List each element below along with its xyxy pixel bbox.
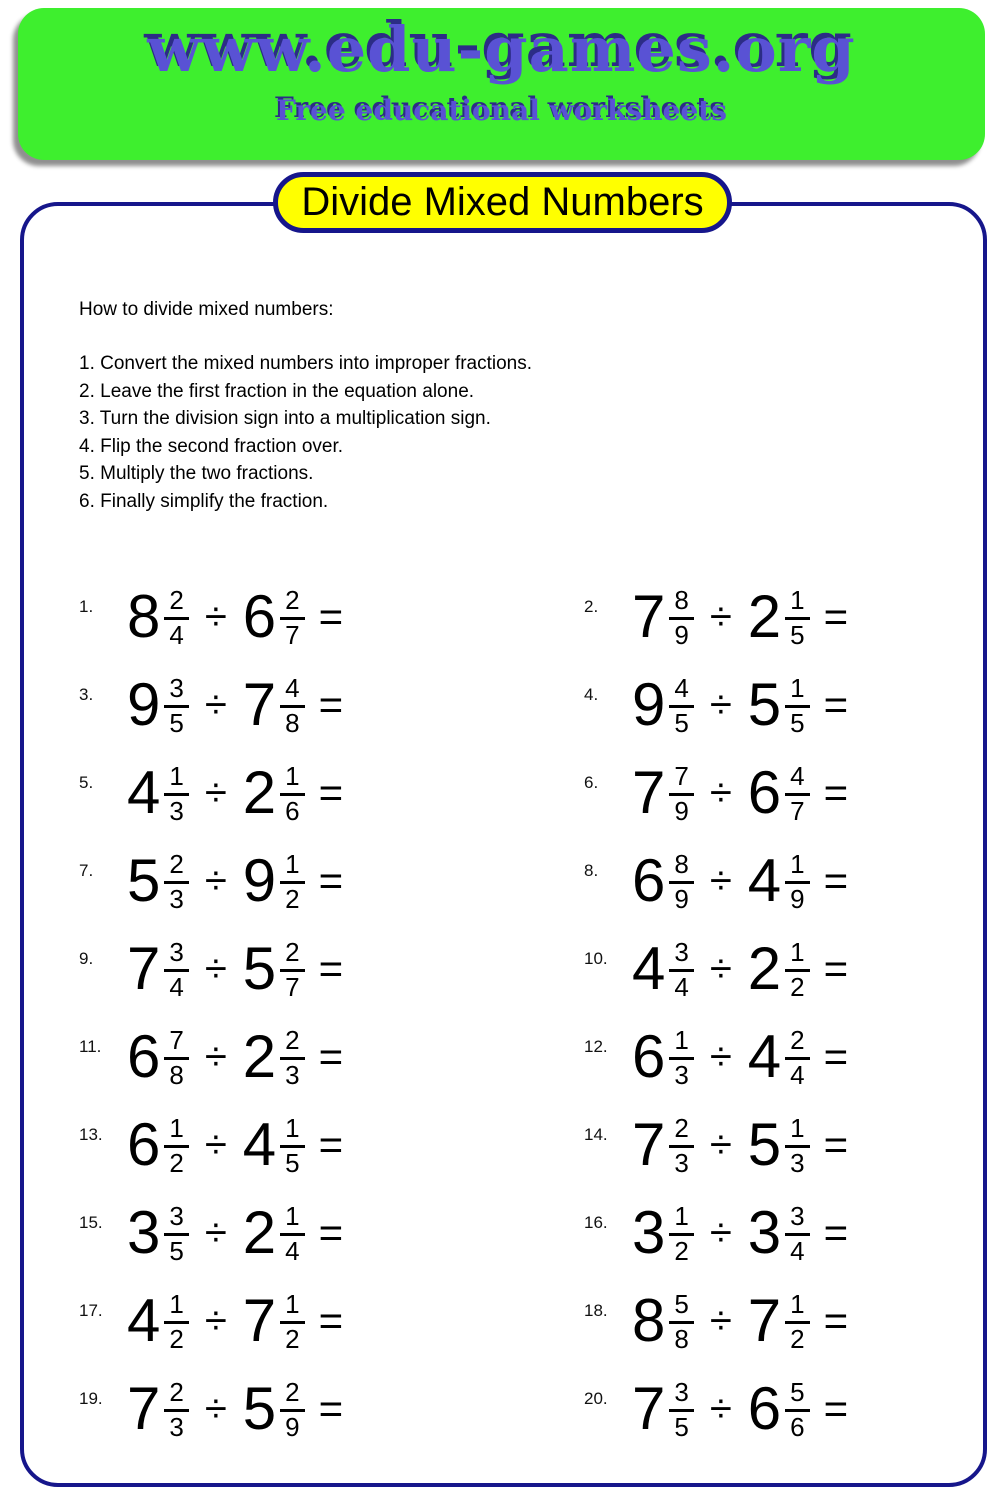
fraction [280,763,304,825]
mixed-number-divisor [242,1111,305,1178]
mixed-number-divisor [242,1287,305,1354]
denominator: 3 [169,883,184,914]
denominator: 5 [674,1411,689,1442]
mixed-number-dividend [632,583,694,650]
fraction [280,1291,304,1353]
divide-sign: ÷ [204,859,227,903]
mixed-number-divisor [747,1199,810,1266]
divide-sign: ÷ [204,771,227,815]
fraction [669,763,693,825]
mixed-number-divisor [242,671,305,738]
mixed-number-dividend [632,671,694,738]
numerator: 3 [164,675,188,707]
fraction [280,1379,304,1441]
problem-row [584,1375,959,1442]
denominator: 9 [674,795,689,826]
fraction [164,1027,188,1089]
problem-row [79,847,584,914]
denominator: 9 [674,883,689,914]
problem-number: 3. [79,685,94,704]
equals-sign: = [823,593,849,640]
numerator: 2 [164,587,188,619]
problem-number: 13. [79,1125,103,1144]
divide-sign: ÷ [709,1299,732,1343]
numerator: 1 [280,1115,304,1147]
fraction [669,851,693,913]
whole-number: 8 [127,583,161,650]
fraction [669,1291,693,1353]
mixed-number-divisor [747,1375,810,1442]
whole-number: 8 [632,1287,666,1354]
problem-number: 16. [584,1213,608,1232]
fraction [669,1379,693,1441]
instruction-step: 6. Finally simplify the fraction. [79,490,329,512]
problem-number: 4. [584,685,599,704]
denominator: 3 [169,1411,184,1442]
denominator: 5 [790,707,805,738]
problem-row [584,583,959,650]
fraction [280,1027,304,1089]
whole-number: 6 [242,583,277,650]
problem-number: 18. [584,1301,608,1320]
mixed-number-dividend [127,847,189,914]
problem-row [79,1287,584,1354]
instructions-heading: How to divide mixed numbers: [79,299,334,320]
numerator: 1 [785,1115,809,1147]
divide-sign: ÷ [204,683,227,727]
equals-sign: = [823,1297,849,1344]
mixed-number-dividend [632,1199,694,1266]
denominator: 6 [790,1411,805,1442]
fraction [164,851,188,913]
divide-sign: ÷ [204,1387,227,1431]
instruction-step: 2. Leave the first fraction in the equation alone. [79,380,475,402]
whole-number: 6 [632,847,666,914]
denominator: 7 [285,619,300,650]
divide-sign: ÷ [709,1035,732,1079]
numerator: 4 [785,763,809,795]
whole-number: 7 [242,671,277,738]
equals-sign: = [823,1385,849,1432]
divide-sign: ÷ [204,1299,227,1343]
mixed-number-dividend [632,1287,694,1354]
problem-number: 19. [79,1389,103,1408]
mixed-number-dividend [127,1111,189,1178]
denominator: 9 [674,619,689,650]
numerator: 2 [669,1115,693,1147]
denominator: 8 [674,1323,689,1354]
problem-number: 14. [584,1125,608,1144]
numerator: 2 [164,851,188,883]
whole-number: 4 [747,1023,782,1090]
numerator: 2 [280,939,304,971]
mixed-number-dividend [632,1375,694,1442]
problem-number: 20. [584,1389,608,1408]
denominator: 3 [674,1147,689,1178]
equals-sign: = [318,857,344,904]
numerator: 3 [164,1203,188,1235]
numerator: 2 [785,1027,809,1059]
problem-row [584,759,959,826]
problem-number: 11. [79,1037,102,1056]
problem-row [79,1375,584,1442]
fraction [785,1115,809,1177]
fraction [280,1203,304,1265]
problem-number: 1. [79,597,94,616]
denominator: 5 [674,707,689,738]
mixed-number-dividend [127,935,189,1002]
divide-sign: ÷ [709,1211,732,1255]
whole-number: 7 [632,759,666,826]
instruction-step: 3. Turn the division sign into a multiplication sign. [79,408,491,429]
mixed-number-dividend [127,671,189,738]
divide-sign: ÷ [204,947,227,991]
denominator: 2 [169,1147,184,1178]
denominator: 3 [674,1059,689,1090]
numerator: 1 [785,587,809,619]
problem-number: 9. [79,949,94,968]
instructions [79,299,779,515]
fraction [164,1115,188,1177]
divide-sign: ÷ [204,595,227,639]
fraction [669,939,693,1001]
denominator: 5 [285,1147,300,1178]
whole-number: 6 [127,1023,161,1090]
fraction [280,1115,304,1177]
numerator: 1 [164,763,188,795]
numerator: 2 [280,1027,304,1059]
whole-number: 7 [632,1111,666,1178]
numerator: 5 [669,1291,693,1323]
mixed-number-divisor [242,759,305,826]
numerator: 4 [280,675,304,707]
problem-row [79,1111,584,1178]
problem-row [584,1199,959,1266]
equals-sign: = [318,769,344,816]
mixed-number-dividend [127,759,189,826]
numerator: 3 [669,939,693,971]
mixed-number-dividend [127,1023,189,1090]
divide-sign: ÷ [709,683,732,727]
numerator: 8 [669,851,693,883]
mixed-number-divisor [242,847,305,914]
numerator: 7 [669,763,693,795]
denominator: 7 [790,795,805,826]
problem-row [79,671,584,738]
mixed-number-divisor [747,935,810,1002]
fraction [785,763,809,825]
equals-sign: = [823,1121,849,1168]
equals-sign: = [823,1209,849,1256]
denominator: 5 [169,707,184,738]
denominator: 5 [790,619,805,650]
whole-number: 9 [632,671,666,738]
whole-number: 2 [242,759,277,826]
problem-grid [79,573,959,1453]
equals-sign: = [823,681,849,728]
problem-row [584,1111,959,1178]
whole-number: 3 [747,1199,782,1266]
mixed-number-dividend [632,935,694,1002]
denominator: 8 [169,1059,184,1090]
numerator: 8 [669,587,693,619]
whole-number: 4 [747,847,782,914]
fraction [785,851,809,913]
equals-sign: = [318,945,344,992]
mixed-number-divisor [242,935,305,1002]
equals-sign: = [318,1297,344,1344]
whole-number: 7 [747,1287,782,1354]
problem-row [584,847,959,914]
whole-number: 9 [127,671,161,738]
whole-number: 2 [242,1199,277,1266]
whole-number: 7 [127,935,161,1002]
whole-number: 5 [242,935,277,1002]
denominator: 3 [285,1059,300,1090]
denominator: 2 [790,1323,805,1354]
denominator: 2 [169,1323,184,1354]
fraction [785,1027,809,1089]
site-header [18,8,985,160]
mixed-number-dividend [127,1287,189,1354]
mixed-number-divisor [747,1111,810,1178]
numerator: 7 [164,1027,188,1059]
problem-number: 15. [79,1213,103,1232]
numerator: 1 [785,675,809,707]
problem-row [584,1023,959,1090]
mixed-number-divisor [747,1287,810,1354]
whole-number: 2 [242,1023,277,1090]
numerator: 1 [164,1115,188,1147]
worksheet-title: Divide Mixed Numbers [301,180,704,224]
fraction [164,1203,188,1265]
numerator: 1 [785,1291,809,1323]
denominator: 2 [285,883,300,914]
numerator: 2 [164,1379,188,1411]
denominator: 8 [285,707,300,738]
problem-row [79,1199,584,1266]
divide-sign: ÷ [204,1123,227,1167]
mixed-number-divisor [242,583,305,650]
equals-sign: = [318,1033,344,1080]
whole-number: 6 [747,1375,782,1442]
fraction [280,587,304,649]
fraction [669,1203,693,1265]
numerator: 2 [280,587,304,619]
problem-number: 6. [584,773,599,792]
whole-number: 5 [127,847,161,914]
divide-sign: ÷ [709,947,732,991]
numerator: 1 [280,1291,304,1323]
numerator: 1 [785,851,809,883]
numerator: 3 [669,1379,693,1411]
denominator: 6 [285,795,300,826]
whole-number: 4 [632,935,666,1002]
fraction [280,939,304,1001]
problem-number: 17. [79,1301,103,1320]
whole-number: 5 [242,1375,277,1442]
equals-sign: = [823,945,849,992]
denominator: 4 [674,971,689,1002]
fraction [785,675,809,737]
denominator: 7 [285,971,300,1002]
equals-sign: = [318,1209,344,1256]
numerator: 1 [669,1027,693,1059]
whole-number: 5 [747,1111,782,1178]
equals-sign: = [318,593,344,640]
divide-sign: ÷ [709,859,732,903]
numerator: 1 [280,851,304,883]
equals-sign: = [318,681,344,728]
whole-number: 6 [127,1111,161,1178]
mixed-number-divisor [747,847,810,914]
denominator: 4 [285,1235,300,1266]
problem-number: 2. [584,597,599,616]
denominator: 9 [285,1411,300,1442]
mixed-number-dividend [127,1375,189,1442]
denominator: 4 [169,971,184,1002]
worksheet-title-banner [273,172,732,233]
mixed-number-divisor [747,759,810,826]
numerator: 1 [669,1203,693,1235]
worksheet-body [20,202,987,1487]
site-tagline: Free educational worksheets [276,94,727,127]
problem-number: 8. [584,861,599,880]
problem-row [584,935,959,1002]
denominator: 9 [790,883,805,914]
whole-number: 2 [747,583,782,650]
mixed-number-dividend [632,1111,694,1178]
problem-number: 5. [79,773,94,792]
numerator: 1 [785,939,809,971]
whole-number: 7 [127,1375,161,1442]
mixed-number-dividend [127,583,189,650]
fraction [164,587,188,649]
fraction [164,939,188,1001]
divide-sign: ÷ [709,771,732,815]
fraction [280,851,304,913]
mixed-number-divisor [747,671,810,738]
denominator: 4 [169,619,184,650]
instruction-step: 4. Flip the second fraction over. [79,435,344,457]
problem-row [79,583,584,650]
instruction-step: 1. Convert the mixed numbers into improper fractions. [79,353,533,374]
numerator: 4 [669,675,693,707]
whole-number: 7 [632,583,666,650]
equals-sign: = [823,1033,849,1080]
numerator: 1 [280,1203,304,1235]
problem-row [584,1287,959,1354]
whole-number: 3 [127,1199,161,1266]
problem-row [79,935,584,1002]
fraction [669,1115,693,1177]
whole-number: 7 [242,1287,277,1354]
fraction [785,1203,809,1265]
mixed-number-divisor [747,583,810,650]
denominator: 3 [790,1147,805,1178]
site-title: www.edu-games.org [147,13,856,86]
mixed-number-divisor [242,1023,305,1090]
problem-number: 7. [79,861,94,880]
whole-number: 5 [747,671,782,738]
problem-number: 10. [584,949,608,968]
fraction [164,1379,188,1441]
denominator: 3 [169,795,184,826]
mixed-number-dividend [127,1199,189,1266]
divide-sign: ÷ [709,1387,732,1431]
numerator: 1 [164,1291,188,1323]
whole-number: 3 [632,1199,666,1266]
fraction [164,763,188,825]
fraction [164,675,188,737]
denominator: 5 [169,1235,184,1266]
whole-number: 6 [632,1023,666,1090]
divide-sign: ÷ [204,1035,227,1079]
instructions-steps [79,350,779,515]
divide-sign: ÷ [204,1211,227,1255]
fraction [785,1291,809,1353]
mixed-number-dividend [632,1023,694,1090]
numerator: 2 [280,1379,304,1411]
fraction [669,587,693,649]
fraction [280,675,304,737]
problem-number: 12. [584,1037,608,1056]
divide-sign: ÷ [709,595,732,639]
problem-row [79,759,584,826]
problem-row [584,671,959,738]
numerator: 3 [164,939,188,971]
mixed-number-divisor [747,1023,810,1090]
denominator: 4 [790,1059,805,1090]
equals-sign: = [823,769,849,816]
whole-number: 4 [127,759,161,826]
whole-number: 4 [127,1287,161,1354]
problem-row [79,1023,584,1090]
mixed-number-divisor [242,1199,305,1266]
fraction [785,939,809,1001]
mixed-number-dividend [632,847,694,914]
whole-number: 9 [242,847,277,914]
whole-number: 7 [632,1375,666,1442]
equals-sign: = [823,857,849,904]
denominator: 2 [285,1323,300,1354]
fraction [785,587,809,649]
denominator: 4 [790,1235,805,1266]
fraction [785,1379,809,1441]
equals-sign: = [318,1385,344,1432]
mixed-number-divisor [242,1375,305,1442]
instruction-step: 5. Multiply the two fractions. [79,463,314,484]
numerator: 3 [785,1203,809,1235]
fraction [669,675,693,737]
numerator: 5 [785,1379,809,1411]
denominator: 2 [674,1235,689,1266]
fraction [669,1027,693,1089]
mixed-number-dividend [632,759,694,826]
numerator: 1 [280,763,304,795]
equals-sign: = [318,1121,344,1168]
whole-number: 4 [242,1111,277,1178]
divide-sign: ÷ [709,1123,732,1167]
fraction [164,1291,188,1353]
whole-number: 2 [747,935,782,1002]
denominator: 2 [790,971,805,1002]
whole-number: 6 [747,759,782,826]
